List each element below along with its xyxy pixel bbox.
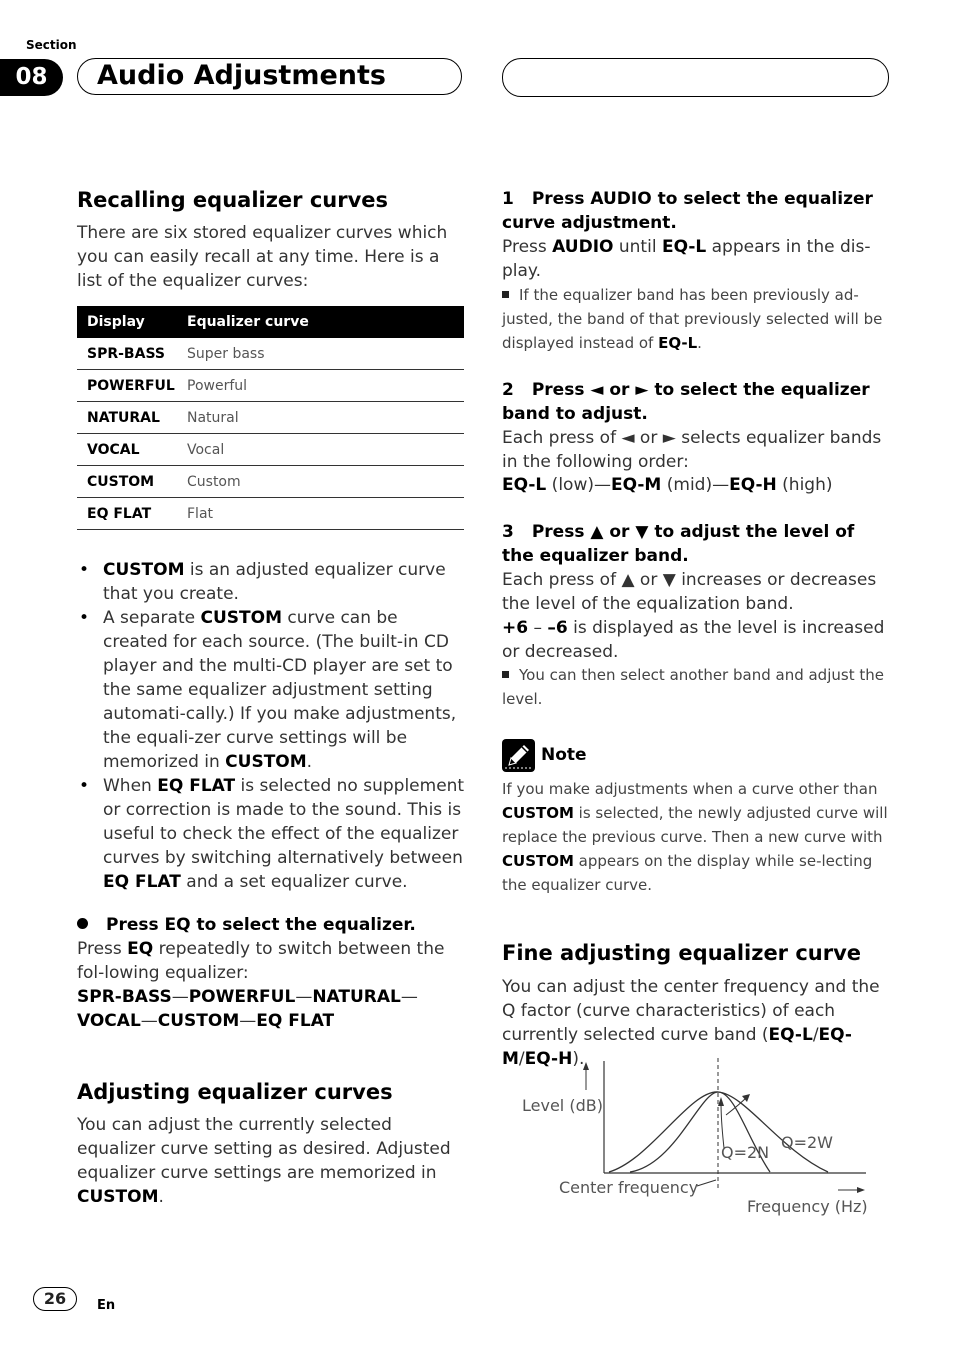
table-cell-display: EQ FLAT	[77, 498, 177, 530]
dash: —	[295, 987, 313, 1007]
text: appears in the dis-play.	[502, 237, 871, 281]
eq-name: NATURAL	[312, 987, 401, 1007]
bold-term: CUSTOM	[77, 1187, 159, 1207]
eq-name: SPR-BASS	[77, 987, 172, 1007]
bold-term: AUDIO	[552, 237, 614, 257]
step-title: Press ◄ or ► to select the equalizer band to adjust.	[502, 380, 870, 424]
table-cell-display: POWERFUL	[77, 370, 177, 402]
table-cell-curve: Super bass	[177, 338, 464, 370]
text: is selected, the newly adjusted curve will replace the previous curve. Then a new curve with	[502, 804, 888, 846]
bold-term: EQ-M	[610, 475, 662, 495]
text: .	[158, 1187, 164, 1207]
step-3-text: Each press of ▲ or ▼ increases or decreases the level of the equalization band.	[502, 570, 877, 614]
adjusting-heading: Adjusting equalizer curves	[77, 1080, 393, 1104]
table-cell-curve: Vocal	[177, 434, 464, 466]
bullet-text: When	[103, 776, 158, 796]
table-header-curve: Equalizer curve	[177, 306, 464, 338]
text: You can then select another band and adjust the level.	[502, 666, 884, 708]
step-title: Press AUDIO to select the equalizer curve adjustment.	[502, 189, 873, 233]
bold-term: –6	[547, 618, 568, 638]
step-number: 2	[502, 380, 514, 400]
bullet-text: A separate	[103, 608, 201, 628]
eq-name: VOCAL	[77, 1011, 141, 1031]
bold-term: +6	[502, 618, 529, 638]
bold-term: EQ FLAT	[157, 776, 236, 796]
section-label: Section	[26, 38, 77, 52]
text: Press	[77, 939, 128, 959]
dash: —	[140, 1011, 158, 1031]
dash: —	[400, 987, 418, 1007]
table-cell-display: SPR-BASS	[77, 338, 177, 370]
bullet-icon: •	[79, 608, 90, 628]
bullet-text: .	[306, 752, 313, 772]
table-cell-curve: Flat	[177, 498, 464, 530]
bullet-text: curve can be created for each source. (The built-in CD player and the multi-CD player are set to the same equalizer adjustment setting automati-cally.) If you make adjustments, the equali-zer curve settings will be memorized in	[103, 608, 457, 772]
text: You can adjust the currently selected equalizer curve setting as desired. Adjusted equalizer curve settings are memorized in	[77, 1115, 451, 1183]
bullet-icon: •	[79, 776, 90, 796]
bullet-icon: •	[79, 560, 90, 580]
bold-term: CUSTOM	[200, 608, 282, 628]
eq-name: CUSTOM	[157, 1011, 240, 1031]
section-number: 08	[0, 59, 63, 96]
eq-name: POWERFUL	[188, 987, 296, 1007]
bold-term: EQ FLAT	[103, 872, 181, 892]
text: /	[812, 1025, 819, 1045]
fine-heading: Fine adjusting equalizer curve	[502, 941, 862, 965]
page-number: 26	[33, 1287, 77, 1311]
step-number: 3	[502, 522, 514, 542]
bold-term: CUSTOM	[502, 852, 574, 870]
text: appears on the display while se-lecting the equalizer curve.	[502, 852, 873, 894]
dash: —	[171, 987, 189, 1007]
q-narrow-pointer	[721, 1102, 724, 1148]
text: If the equalizer band has been previously ad-justed, the band of that previously selected will be displayed instead of	[502, 286, 883, 352]
dash: —	[239, 1011, 257, 1031]
text: .	[697, 334, 702, 352]
bold-term: EQ-M	[502, 1025, 852, 1069]
center-frequency-pointer	[697, 1180, 716, 1186]
bold-term: EQ-L	[768, 1025, 813, 1045]
page-title: Audio Adjustments	[97, 60, 386, 91]
table-cell-display: VOCAL	[77, 434, 177, 466]
language-label: En	[97, 1298, 116, 1313]
text: (mid)—	[661, 475, 730, 495]
center-frequency-label: Center frequency	[559, 1178, 699, 1197]
q-2n-label: Q=2N	[721, 1143, 770, 1162]
text: until	[613, 237, 662, 257]
bold-term: CUSTOM	[502, 804, 574, 822]
bold-term: EQ	[127, 939, 154, 959]
text: (high)	[776, 475, 833, 495]
bold-term: EQ-L	[502, 475, 547, 495]
bold-term: CUSTOM	[103, 560, 185, 580]
bullet-text: and a set equalizer curve.	[180, 872, 408, 892]
step-title: Press EQ to select the equalizer.	[106, 915, 416, 935]
text: (low)—	[546, 475, 611, 495]
bold-term: EQ-H	[729, 475, 777, 495]
text: /	[518, 1049, 525, 1069]
bold-term: CUSTOM	[225, 752, 307, 772]
bold-term: EQ-L	[658, 334, 698, 352]
table-header-display: Display	[77, 306, 177, 338]
arrow-up-icon	[583, 1062, 589, 1070]
recalling-heading: Recalling equalizer curves	[77, 188, 389, 212]
table-cell-curve: Powerful	[177, 370, 464, 402]
table-cell-display: CUSTOM	[77, 466, 177, 498]
text: is displayed as the level is increased or decreased.	[502, 618, 885, 662]
arrow-icon	[718, 1097, 724, 1106]
text: You can adjust the center frequency and the Q factor (curve characteristics) of each currently selected curve band (	[502, 977, 880, 1045]
text: Press	[502, 237, 553, 257]
table-cell-curve: Custom	[177, 466, 464, 498]
text: repeatedly to switch between the fol-lowing equalizer:	[77, 939, 445, 983]
arrow-right-icon	[857, 1187, 865, 1193]
text: If you make adjustments when a curve other than	[502, 780, 878, 798]
frequency-label: Frequency (Hz)	[747, 1197, 868, 1216]
step-2-text: Each press of ◄ or ► selects equalizer bands in the following order:	[502, 428, 882, 472]
recalling-intro: There are six stored equalizer curves which you can easily recall at any time. Here is a list of the equalizer curves:	[77, 223, 448, 291]
step-number: 1	[502, 189, 514, 209]
q-2w-label: Q=2W	[781, 1133, 833, 1152]
bullet-text: is an adjusted equalizer curve that you create.	[103, 560, 446, 604]
table-cell-display: NATURAL	[77, 402, 177, 434]
text: ).	[572, 1049, 585, 1069]
bold-term: EQ-H	[524, 1049, 573, 1069]
note-label: Note	[541, 745, 587, 765]
bullet-text: is selected no supplement or correction is made to the sound. This is useful to check the effect of the equalizer curves by switching alternatively between	[103, 776, 465, 868]
text: –	[528, 618, 548, 638]
table-cell-curve: Natural	[177, 402, 464, 434]
step-title: Press ▲ or ▼ to adjust the level of the equalizer band.	[502, 522, 855, 566]
level-label: Level (dB)	[522, 1096, 603, 1115]
bold-term: EQ-L	[661, 237, 707, 257]
eq-name: EQ FLAT	[256, 1011, 335, 1031]
